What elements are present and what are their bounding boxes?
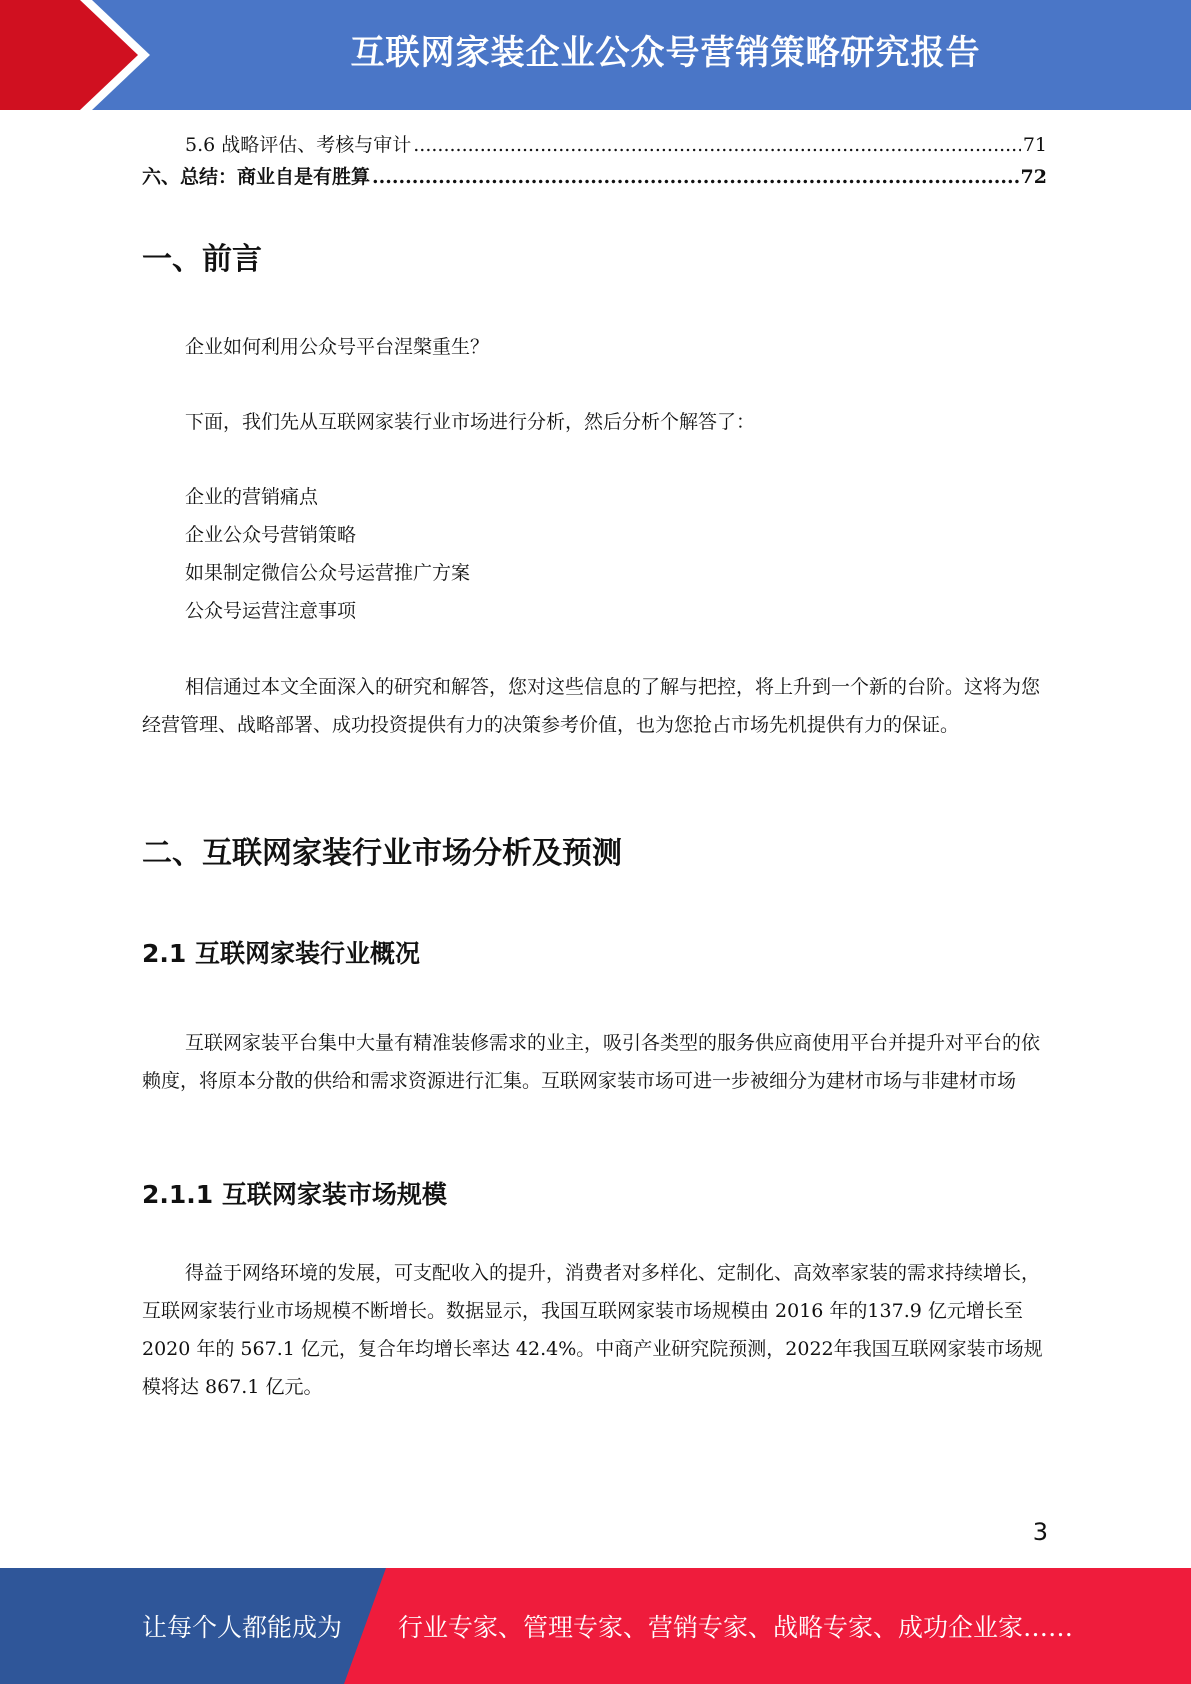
- toc-entry-label: 六、总结：商业自是有胜算: [142, 166, 371, 188]
- preface-closing-paragraph: 相信通过本文全面深入的研究和解答，您对这些信息的了解与把控，将上升到一个新的台阶。这将为您经营管理、战略部署、成功投资提供有力的决策参考价值，也为您抢占市场先机提供有力的保证。: [142, 676, 1041, 736]
- toc-entry-label: 5.6 战略评估、考核与审计: [185, 134, 412, 156]
- subsection-heading-overview: 2.1 互联网家装行业概况: [142, 939, 420, 968]
- toc-entry-page: 72: [1020, 166, 1047, 188]
- report-title: 互联网家装企业公众号营销策略研究报告: [350, 33, 981, 73]
- market-size-paragraph: 得益于网络环境的发展，可支配收入的提升，消费者对多样化、定制化、高效率家装的需求持续增长，互联网家装行业市场规模不断增长。数据显示，我国互联网家装市场规模由 2016 年的137.9 亿元增长至 2020 年的 567.1 亿元，复合年均增长率达 42.4%。中商产业研究院预测，2022年我国互联网家装市场规模将达 867.1 亿元。: [142, 1262, 1043, 1398]
- toc-leader-dots: [413, 134, 1021, 156]
- list-item: 公众号运营注意事项: [185, 600, 357, 622]
- list-item: 企业公众号营销策略: [185, 524, 357, 546]
- preface-intro: 下面，我们先从互联网家装行业市场进行分析，然后分析个解答了：: [185, 411, 756, 433]
- preface-question: 企业如何利用公众号平台涅槃重生？: [185, 336, 490, 358]
- header-chevron-red: [0, 0, 138, 110]
- subsection-heading-market-size: 2.1.1 互联网家装市场规模: [142, 1180, 447, 1209]
- page-number: 3: [1032, 1518, 1048, 1546]
- page-footer: [0, 1568, 1191, 1684]
- toc-entry[interactable]: [142, 162, 1047, 189]
- list-item: 如果制定微信公众号运营推广方案: [185, 562, 471, 584]
- page-header: [0, 0, 1191, 110]
- section-heading-market-analysis: 二、互联网家装行业市场分析及预测: [142, 836, 622, 871]
- overview-paragraph: 互联网家装平台集中大量有精准装修需求的业主，吸引各类型的服务供应商使用平台并提升对平台的依赖度，将原本分散的供给和需求资源进行汇集。互联网家装市场可进一步被细分为建材市场与非建材市场: [142, 1032, 1041, 1092]
- toc-entry[interactable]: [185, 130, 1047, 157]
- list-item: 企业的营销痛点: [185, 486, 319, 508]
- footer-slogan-left: 让每个人都能成为: [142, 1613, 343, 1642]
- footer-slogan-right: 行业专家、管理专家、营销专家、战略专家、成功企业家……: [398, 1613, 1074, 1642]
- toc-leader-dots: [372, 166, 1019, 188]
- toc-entry-page: 71: [1022, 134, 1047, 156]
- section-heading-preface: 一、前言: [142, 242, 262, 277]
